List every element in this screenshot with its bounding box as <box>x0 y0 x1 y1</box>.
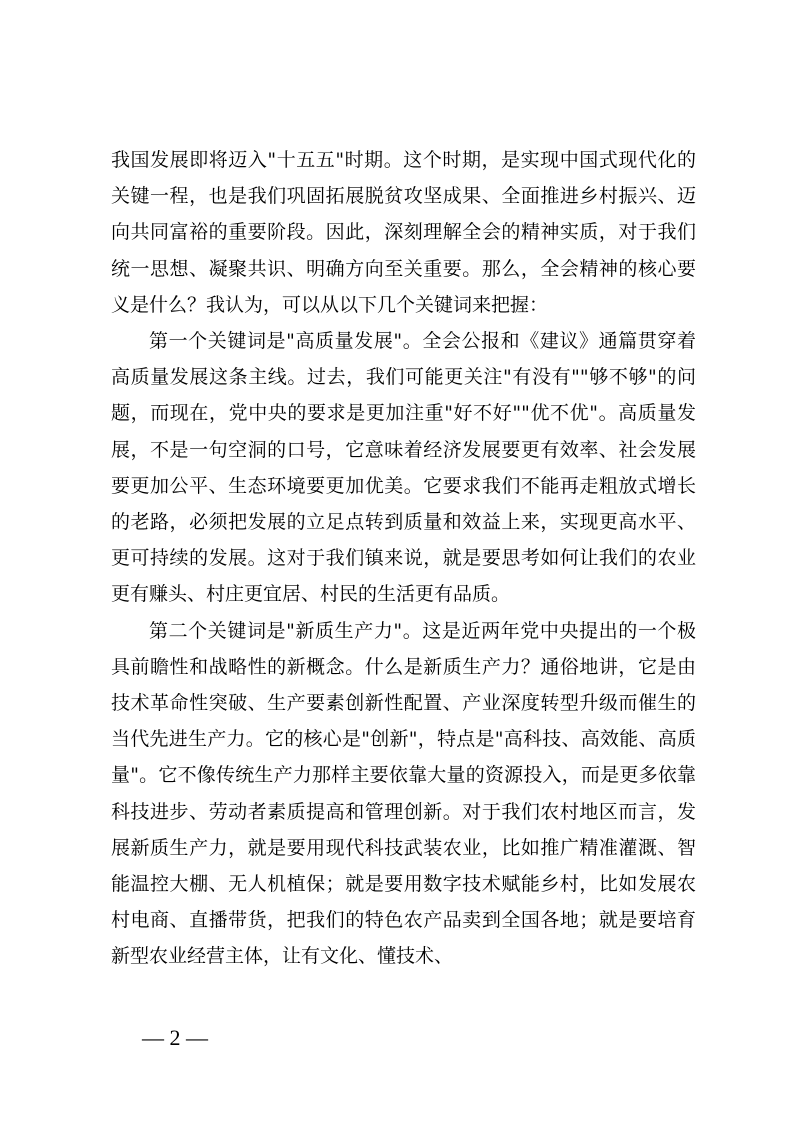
paragraph-keyword-new-quality-productivity: 第二个关键词是"新质生产力"。这是近两年党中央提出的一个极具前瞻性和战略性的新概念。什么是新质生产力？通俗地讲，它是由技术革命性突破、生产要素创新性配置、产业深度转型升级而催生的当代先进生产力。它的核心是"创新"，特点是"高科技、高效能、高质量"。它不像传统生产力那样主要依靠大量的资源投入，而是更多依靠科技进步、劳动者素质提高和管理创新。对于我们农村地区而言，发展新质生产力，就是要用现代科技武装农业，比如推广精准灌溉、智能温控大棚、无人机植保；就是要用数字技术赋能乡村，比如发展农村电商、直播带货，把我们的特色农产品卖到全国各地；就是要培育新型农业经营主体，让有文化、懂技术、 <box>111 619 696 968</box>
paragraph-keyword-high-quality-development: 第一个关键词是"高质量发展"。全会公报和《建议》通篇贯穿着高质量发展这条主线。过去，我们可能更关注"有没有""够不够"的问题，而现在，党中央的要求是更加注重"好不好""优不优"。高质量发展，不是一句空洞的口号，它意味着经济发展要更有效率、社会发展要更加公平、生态环境要更加优美。它要求我们不能再走粗放式增长的老路，必须把发展的立足点转到质量和效益上来，实现更高水平、更可持续的发展。这对于我们镇来说，就是要思考如何让我们的农业更有赚头、村庄更宜居、村民的生活更有品质。 <box>111 330 696 606</box>
document-body <box>111 142 696 975</box>
paragraph-intro-continued: 我国发展即将迈入"十五五"时期。这个时期，是实现中国式现代化的关键一程，也是我们巩固拓展脱贫攻坚成果、全面推进乡村振兴、迈向共同富裕的重要阶段。因此，深刻理解全会的精神实质，对于我们统一思想、凝聚共识、明确方向至关重要。那么，全会精神的核心要义是什么？我认为，可以从以下几个关键词来把握： <box>111 149 696 316</box>
page-number: — 2 — <box>142 1025 208 1050</box>
